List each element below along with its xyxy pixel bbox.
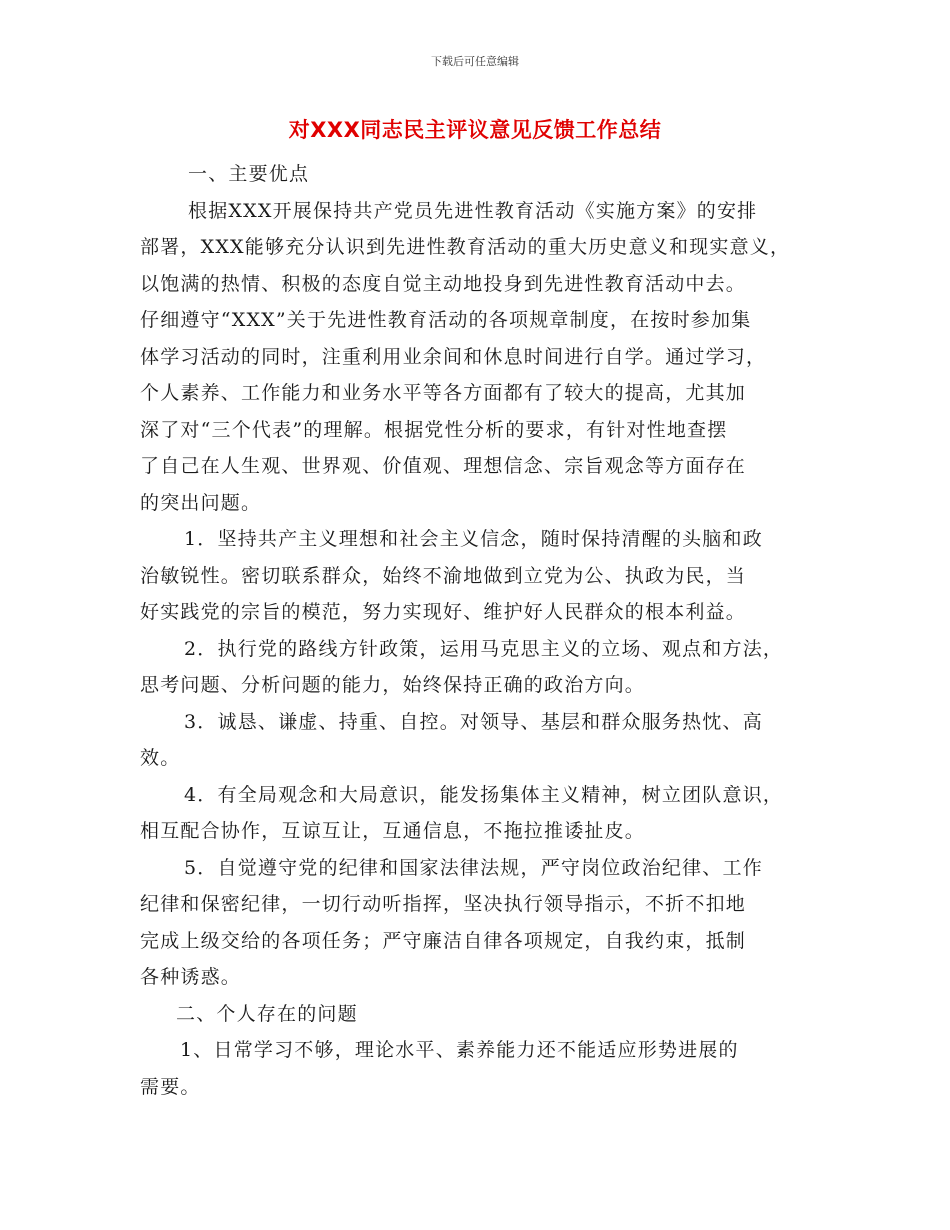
paragraph-line: 完成上级交给的各项任务；严守廉洁自律各项规定，自我约束，抵制 [140,929,747,952]
paragraph-line: 需要。 [140,1075,201,1098]
paragraph-line: 好实践党的宗旨的模范，努力实现好、维护好人民群众的根本利益。 [140,601,747,623]
header-note: 下载后可任意编辑 [431,55,519,68]
paragraph-line: 仔细遵守“XXX”关于先进性教育活动的各项规章制度，在按时参加集 [140,309,752,331]
paragraph-line: 效。 [140,747,181,769]
paragraph-line: 部署，XXX能够充分认识到先进性教育活动的重大历史意义和现实意义， [140,236,791,258]
paragraph-line: 体学习活动的同时，注重利用业余间和休息时间进行自学。通过学习， [140,345,767,368]
paragraph-line: 根据XXX开展保持共产党员先进性教育活动《实施方案》的安排 [188,199,758,222]
list-item-3: 3．诚恳、谦虚、持重、自控。对领导、基层和群众服务热忱、高 [184,710,763,733]
list-item-5: 5．自觉遵守党的纪律和国家法律法规，严守岗位政治纪律、工作 [184,856,763,879]
list-item-1: 1．坚持共产主义理想和社会主义信念，随时保持清醒的头脑和政 [184,528,763,550]
paragraph-line: 深了对“三个代表”的理解。根据党性分析的要求，有针对性地查摆 [140,418,728,441]
problem-item-1: 1、日常学习不够，理论水平、素养能力还不能适应形势进展的 [180,1039,739,1061]
paragraph-line: 了自己在人生观、世界观、价值观、理想信念、宗旨观念等方面存在 [140,455,747,477]
document-body [140,156,830,1105]
list-item-2: 2．执行党的路线方针政策，运用马克思主义的立场、观点和方法， [184,637,784,660]
paragraph-line: 思考问题、分析问题的能力，始终保持正确的政治方向。 [140,674,646,696]
paragraph-line: 纪律和保密纪律，一切行动听指挥，坚决执行领导指示，不折不扣地 [140,893,747,915]
paragraph-line: 的突出问题。 [140,491,262,514]
document-title: 对XXX同志民主评议意见反馈工作总结 [288,118,662,142]
paragraph-line: 各种诱惑。 [140,966,242,988]
section-heading-strengths: 一、主要优点 [188,163,310,185]
paragraph-line: 相互配合协作，互谅互让，互通信息，不拖拉推诿扯皮。 [140,820,646,842]
list-item-4: 4．有全局观念和大局意识，能发扬集体主义精神，树立团队意识， [184,783,784,806]
paragraph-line: 以饱满的热情、积极的态度自觉主动地投身到先进性教育活动中去。 [140,272,747,295]
paragraph-line: 个人素养、工作能力和业务水平等各方面都有了较大的提高，尤其加 [140,382,747,404]
paragraph-line: 治敏锐性。密切联系群众，始终不渝地做到立党为公、执政为民，当 [140,564,747,587]
section-heading-problems: 二、个人存在的问题 [176,1002,358,1025]
